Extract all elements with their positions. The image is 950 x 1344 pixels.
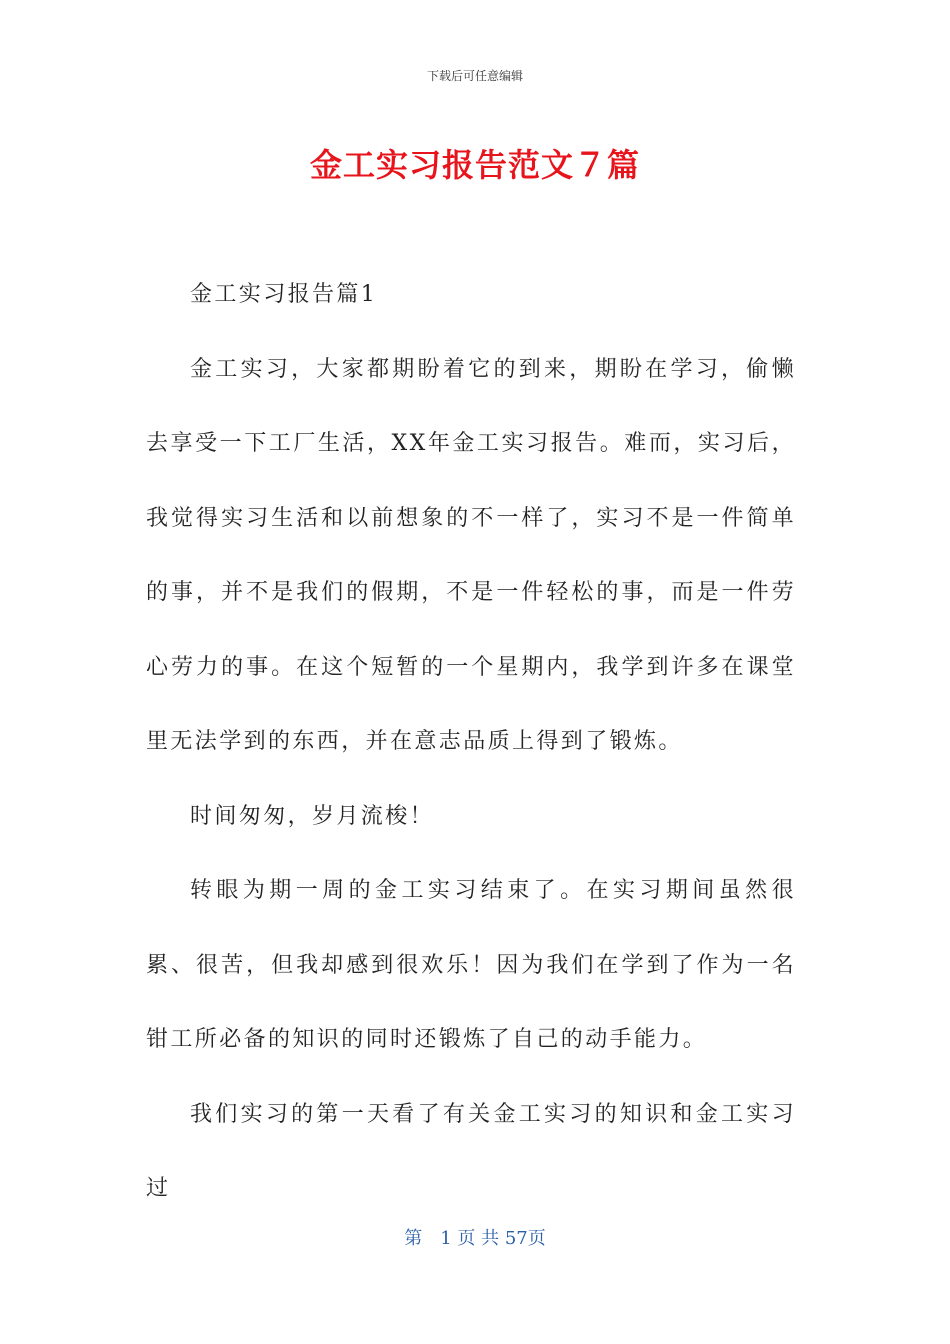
document-title: 金工实习报告范文７篇	[309, 146, 640, 184]
paragraph: 转眼为期一周的金工实习结束了。在实习期间虽然很累、很苦，但我却感到很欢乐！因为我们在学到了作为一名钳工所必备的知识的同时还锻炼了自己的动手能力。	[146, 878, 796, 1052]
page-number: 第 1 页 共 57页	[404, 1228, 546, 1249]
paragraph: 金工实习，大家都期盼着它的到来，期盼在学习，偷懒去享受一下工厂生活，XX年金工实习报告。难而，实习后，我觉得实习生活和以前想象的不一样了，实习不是一件简单的事，并不是我们的假期，不是一件轻松的事，而是一件劳心劳力的事。在这个短暂的一个星期内，我学到许多在课堂里无法学到的东西，并在意志品质上得到了锻炼。	[146, 356, 796, 754]
section-heading: 金工实习报告篇1	[190, 282, 378, 307]
header-note: 下载后可任意编辑	[426, 69, 523, 83]
paragraph: 我们实习的第一天看了有关金工实习的知识和金工实习过	[146, 1101, 796, 1201]
paragraph: 时间匆匆，岁月流梭！	[190, 803, 435, 829]
document-body	[146, 258, 796, 1227]
